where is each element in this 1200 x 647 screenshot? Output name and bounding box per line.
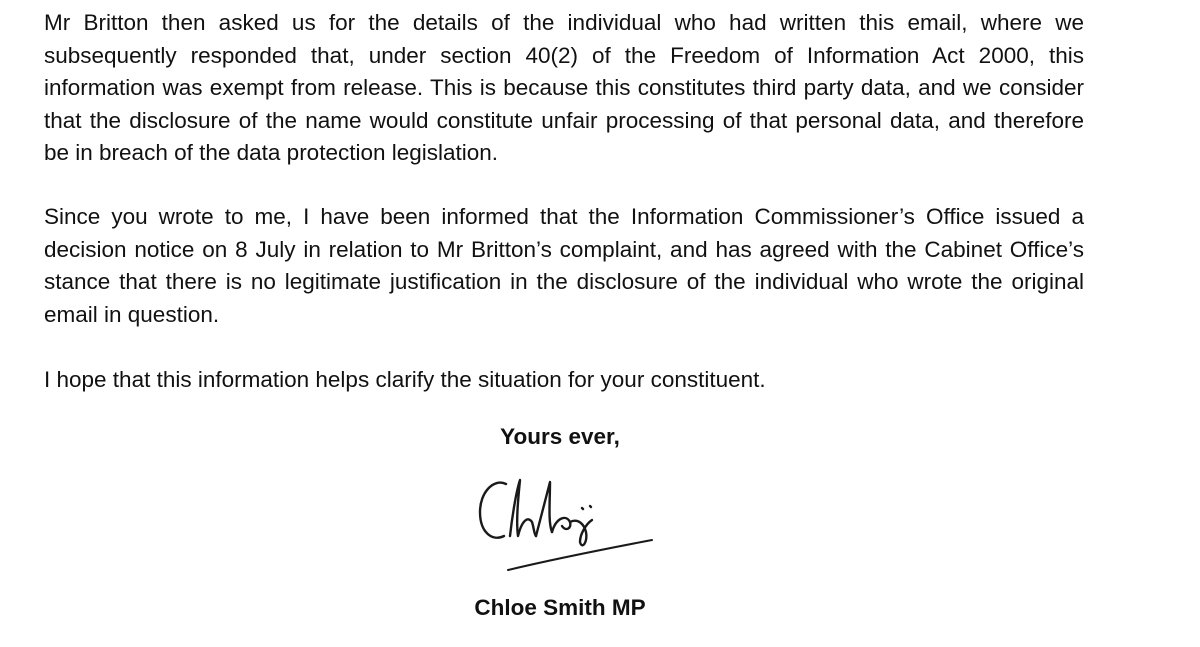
closing-salutation: Yours ever, xyxy=(500,424,620,449)
body-paragraph-2: Since you wrote to me, I have been informed that the Information Commissioner’s Office issued a decision notice on 8 July in relation to Mr Britton’s complaint, and has agreed with the Cabinet Office’s stance that there is no legitimate justification in the disclosure of the individual who wrote the original email in question. xyxy=(44,204,1084,327)
body-paragraph-1: Mr Britton then asked us for the details of the individual who had written this email, where we subsequently responded that, under section 40(2) of the Freedom of Information Act 2000, this information was exempt from release. This is because this constitutes third party data, and we consider that the disclosure of the name would constitute unfair processing of that personal data, and therefore be in breach of the data protection legislation. xyxy=(44,10,1084,165)
signatory-name: Chloe Smith MP xyxy=(474,595,646,620)
handwritten-signature xyxy=(470,470,670,580)
body-paragraph-3: I hope that this information helps clarify the situation for your constituent. xyxy=(44,367,766,392)
